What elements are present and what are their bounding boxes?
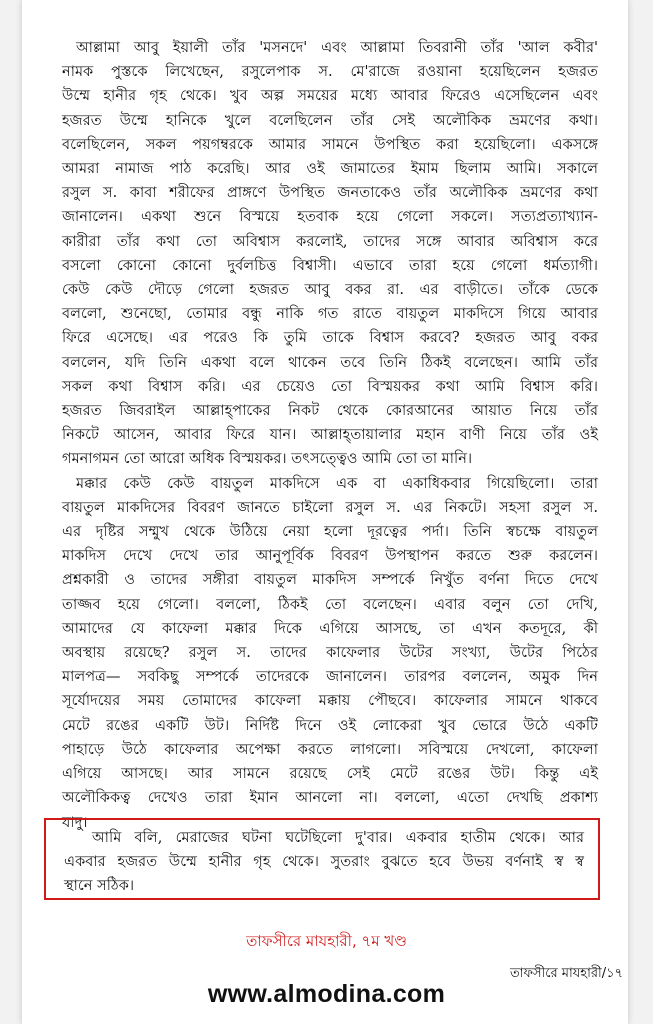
text-line: আল্লামা আবু ইয়ালী তাঁর 'মসনদে' এবং আল্লামা তিবরানী তাঁর 'আল কবীর'	[76, 39, 598, 56]
highlight-box	[44, 818, 600, 900]
text-line: সকল কথা বিশ্বাস করি। এর চেয়েও তো বিস্ময়কর কথা আমি বিশ্বাস করি।	[62, 377, 598, 395]
text-line: বসলো কোনো কোনো দুর্বলচিত্ত বিশ্বাসী। এভাবে তারা হয়ে গেলো ধর্মত্যাগী।	[62, 256, 598, 274]
text-line: নামক পুস্তকে লিখেছেন, রসুলেপাক স. মে'রাজে রওয়ানা হয়েছিলেন হজরত	[62, 63, 598, 81]
text-line: হজরত জিবরাইল আল্লাহ্‌পাকের নিকট থেকে কোরআনের আয়াত নিয়ে তাঁর	[62, 402, 598, 420]
text-line: এর দৃষ্টির সম্মুখ থেকে উঠিয়ে নেয়া হলো দূরত্বের পর্দা। তিনি স্বচক্ষে বায়তুল	[62, 523, 598, 541]
text-line: কারীরা তাঁর কথা তো অবিশ্বাস করলোই, তাদের সঙ্গে আবার অবিশ্বাস করে	[62, 232, 598, 250]
page-reference: তাফসীরে মাযহারী/১৭	[509, 966, 623, 981]
highlight-line: স্থানে সঠিক।	[64, 877, 135, 895]
text-line: মক্কার কেউ কেউ বায়তুল মাকদিসে এক বা একাধিকবার গিয়েছিলো। তারা	[76, 474, 598, 492]
text-line: উম্মে হানীর গৃহ থেকে। খুব অল্প সময়ের মধ্যে আবার ফিরেও এসেছিলেন এবং	[62, 87, 598, 105]
text-line: যাদু।	[62, 813, 88, 831]
text-line: আমরা নামাজ পাঠ করেছি। আর ওই জামাতের ইমাম ছিলাম আমি। সকালে	[62, 160, 598, 178]
text-line: মালপত্র— সবকিছু সম্পর্কে তাদেরকে জানালেন। তারপর বললেন, অমুক দিন	[62, 668, 598, 686]
body-text	[62, 36, 598, 835]
text-line: ফিরে এসেছে। এর পরেও কি তুমি তাকে বিশ্বাস করবে? হজরত আবু বকর	[62, 329, 598, 347]
text-line: প্রশ্নকারী ও তাদের সঙ্গীরা বায়তুল মাকদিস সম্পর্কে নিখুঁত বর্ণনা দিতে দেখে	[62, 571, 598, 589]
text-line: পাহাড়ে উঠে কাফেলার অপেক্ষা করতে লাগলো। সবিস্ময়ে দেখলো, কাফেলা	[62, 740, 598, 758]
text-line: গমনাগমন তো আরো অধিক বিস্ময়কর। তৎসত্ত্বেও আমি তো তা মানি।	[62, 450, 473, 468]
paragraph-1	[62, 36, 598, 472]
website-url[interactable]: www.almodina.com	[207, 980, 446, 1008]
paragraph-2	[62, 472, 598, 835]
text-line: আমাদের যে কাফেলা মক্কার দিকে এগিয়ে আসছে, তা এখন কতদূরে, কী	[62, 619, 598, 637]
text-line: সূর্যোদয়ের সময় তোমাদের কাফেলা মক্কায় পৌছবে। কাফেলার সামনে থাকবে	[62, 692, 598, 710]
text-line: বললো, শুনেছো, তোমার বন্ধু নাকি গত রাতে বায়তুল মাকদিসে গিয়ে আবার	[62, 305, 598, 323]
text-line: মাকদিস দেখে দেখে তার আনুপূর্বিক বিবরণ উপস্থাপন করতে শুরু করলেন।	[62, 547, 598, 565]
highlight-line: একবার হজরত উম্মে হানীর গৃহ থেকে। সুতরাং বুঝতে হবে উভয় বর্ণনাই স্ব স্ব	[64, 853, 584, 871]
text-line: বলেছিলেন, সকল পয়গম্বরকে আমার সামনে উপস্থিত করা হয়েছিলো। একসঙ্গে	[62, 135, 598, 153]
text-line: তাজ্জব হয়ে গেলো। বললো, ঠিকই তো বলেছেন। এবার বলুন তো দেখি,	[62, 595, 598, 613]
highlight-line: আমি বলি, মেরাজের ঘটনা ঘটেছিলো দু'বার। একবার হাতীম থেকে। আর	[92, 829, 584, 846]
text-line: নিকটে আসেন, আবার ফিরে যান। আল্লাহ্‌তায়ালার মহান বাণী নিয়ে তাঁর ওই	[62, 426, 598, 444]
text-line: বায়তুল মাকদিসের বিবরণ জানতে চাইলো রসুল স. এর নিকটে। সহসা রসুল স.	[62, 498, 598, 516]
text-line: অলৌকিকত্ব দেখেও তারা ইমান আনলো না। বললো, এতো দেখছি প্রকাশ্য	[62, 789, 598, 807]
text-line: কেউ কেউ দৌড়ে গেলো হজরত আবু বকর রা. এর বাড়ীতে। তাঁকে ডেকে	[62, 281, 598, 299]
text-line: রসুল স. কাবা শরীফের প্রাঙ্গণে উপস্থিত জনতাকেও তাঁর অলৌকিক ভ্রমণের কথা	[62, 184, 598, 202]
text-line: বললেন, যদি তিনি একথা বলে থাকেন তবে তিনি ঠিকই বলেছেন। আমি তাঁর	[62, 353, 598, 371]
source-caption: তাফসীরে মাযহারী, ৭ম খণ্ড	[246, 932, 407, 950]
text-line: জানালেন। একথা শুনে বিস্ময়ে হতবাক হয়ে গেলো সকলে। সত্যপ্রত্যাখ্যান-	[62, 208, 598, 226]
text-line: মেটে রঙের একটি উট। নির্দিষ্ট দিনে ওই লোকেরা খুব ভোরে উঠে একটি	[62, 716, 598, 734]
text-line: হজরত উম্মে হানিকে খুলে বলেছিলেন তাঁর সেই অলৌকিক ভ্রমণের কথা।	[62, 111, 598, 129]
text-line: অবস্থায় রয়েছে? রসুল স. তাদের কাফেলার উটের সংখ্যা, উটের পিঠের	[62, 644, 598, 662]
text-line: এগিয়ে আসছে। আর সামনে রয়েছে সেই মেটে রঙের উট। কিন্তু এই	[62, 765, 598, 783]
